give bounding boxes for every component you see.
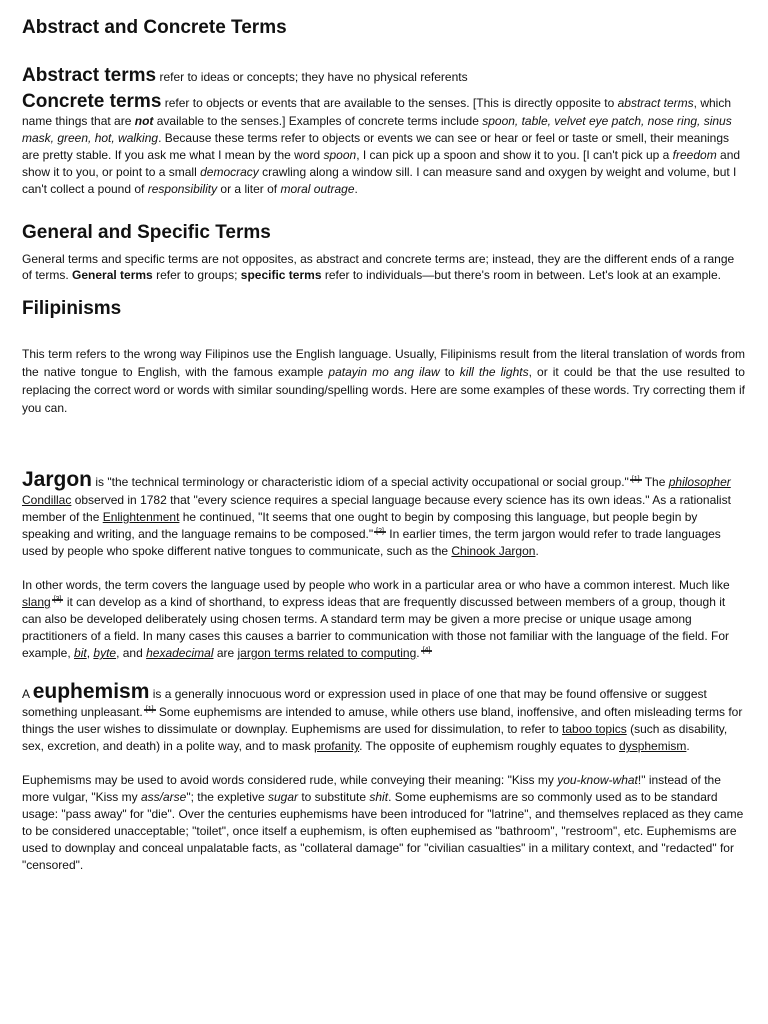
profanity-link[interactable]: profanity bbox=[313, 739, 360, 753]
euphemism-text: . The opposite of euphemism roughly equates to bbox=[359, 739, 620, 753]
abstract-terms-text: refer to ideas or concepts; they have no physical referents bbox=[156, 70, 468, 84]
concrete-italic: freedom bbox=[672, 148, 717, 162]
concrete-terms-paragraph bbox=[22, 91, 745, 198]
jargon-text: In earlier times, the term jargon would refer to trade languages used by people who spoke different native tongues to communicate, such as the bbox=[22, 527, 721, 558]
general-terms-bold: General terms bbox=[72, 268, 153, 282]
filipinisms-paragraph bbox=[22, 345, 745, 417]
citation-link[interactable]: [1] bbox=[145, 706, 154, 713]
jargon-text: is "the technical terminology or characteristic idiom of a special activity occupational or social group." bbox=[92, 475, 629, 489]
concrete-text: . bbox=[354, 182, 358, 196]
philosopher-link[interactable]: philosopher bbox=[668, 475, 731, 489]
slang-link[interactable]: slang bbox=[22, 595, 51, 609]
dysphemism-link[interactable]: dysphemism bbox=[619, 739, 687, 753]
jargon-text: he continued, "It seems that one ought to begin by composing this language, but people begin by speaking and writing, and the language remains to be composed." bbox=[22, 510, 698, 541]
filipinisms-text: to bbox=[439, 365, 460, 379]
bit-link[interactable]: bit bbox=[74, 646, 87, 660]
filipinisms-text: This term refers to the wrong way Filipinos use the English language. Usually, Filipinisms result from the literal translation of words from the native tongue to English, with the famous example bbox=[22, 347, 745, 379]
jargon-text: . bbox=[535, 544, 539, 558]
general-specific-heading: General and Specific Terms bbox=[22, 222, 271, 243]
euphemism-paragraph bbox=[22, 680, 745, 755]
condillac-link[interactable]: Condillac bbox=[22, 493, 72, 507]
abstract-terms-term: Abstract terms bbox=[22, 65, 157, 86]
concrete-italic: democracy bbox=[200, 165, 259, 179]
page-title: Abstract and Concrete Terms bbox=[22, 17, 287, 38]
euphemism-text: Some euphemisms are intended to amuse, while others use bland, inoffensive, and often misleading terms for things the user wishes to dissimulate or downplay. Euphemisms are used for dissimulation, to refer to bbox=[22, 705, 743, 736]
concrete-emphasis: not bbox=[134, 114, 154, 128]
citation-link[interactable]: [4] bbox=[422, 647, 431, 654]
euphemism-text: is a generally innocuous word or expression used in place of one that may be found offensive or suggest something unpleasant. bbox=[22, 687, 707, 719]
general-text: refer to individuals—but there's room in between. Let's look at an example. bbox=[321, 268, 721, 282]
jargon-text: The bbox=[641, 475, 669, 489]
enlightenment-link[interactable]: Enlightenment bbox=[102, 510, 180, 524]
filipinisms-italic: patayin mo ang ilaw bbox=[328, 365, 440, 379]
euphemism-paragraph-2 bbox=[22, 772, 745, 874]
byte-link[interactable]: byte bbox=[93, 646, 117, 660]
euphemism-text: . bbox=[686, 739, 690, 753]
concrete-text: crawling along a window sill. I can measure sand and oxygen by weight and volume, but I can't collect a pound of bbox=[22, 165, 737, 196]
computing-jargon-link[interactable]: jargon terms related to computing bbox=[237, 646, 417, 660]
taboo-topics-link[interactable]: taboo topics bbox=[562, 722, 627, 736]
general-specific-paragraph bbox=[22, 251, 745, 283]
concrete-italic: spoon bbox=[323, 148, 357, 162]
jargon-text: , and bbox=[116, 646, 147, 660]
general-text: General terms and specific terms are not opposites, as abstract and concrete terms are; instead, they are the different ends of a range of terms. bbox=[22, 252, 735, 282]
concrete-italic: moral outrage bbox=[280, 182, 355, 196]
euphemism-text: Euphemisms may be used to avoid words considered rude, while conveying their meaning: "Kiss my bbox=[22, 773, 558, 787]
concrete-text: and show it to you, or point to a small bbox=[22, 148, 741, 179]
chinook-jargon-link[interactable]: Chinook Jargon bbox=[451, 544, 536, 558]
concrete-terms-term: Concrete terms bbox=[22, 91, 162, 112]
concrete-text: refer to objects or events that are available to the senses. [This is directly opposite to bbox=[161, 96, 618, 110]
abstract-terms-paragraph bbox=[22, 64, 745, 89]
concrete-text: . Because these terms refer to objects or events we can see or hear or feel or taste or smell, their meanings are pretty stable. If you ask me what I mean by the word bbox=[22, 131, 730, 162]
concrete-italic: abstract terms bbox=[617, 96, 694, 110]
concrete-text: available to the senses.] Examples of concrete terms include bbox=[153, 114, 483, 128]
concrete-text: , which name things that are bbox=[22, 96, 732, 128]
euphemism-text: "; the expletive bbox=[186, 790, 268, 804]
euphemism-text: !" instead of the more vulgar, "Kiss my bbox=[22, 773, 721, 804]
specific-terms-bold: specific terms bbox=[240, 268, 322, 282]
euphemism-italic: shit bbox=[369, 790, 389, 804]
euphemism-text: (such as disability, sex, excretion, and death) in a polite way, and to mask bbox=[22, 722, 728, 753]
concrete-italic: responsibility bbox=[147, 182, 218, 196]
general-text: refer to groups; bbox=[152, 268, 241, 282]
jargon-paragraph-2 bbox=[22, 577, 745, 662]
jargon-text: are bbox=[213, 646, 238, 660]
citation-link[interactable]: [3] bbox=[53, 596, 62, 603]
jargon-text: . bbox=[416, 646, 420, 660]
euphemism-term: euphemism bbox=[32, 680, 150, 703]
jargon-text: In other words, the term covers the language used by people who work in a particular area or who have a common interest. Much like bbox=[22, 578, 730, 592]
jargon-text: , bbox=[86, 646, 94, 660]
concrete-text: , I can pick up a spoon and show it to you. [I can't pick up a bbox=[356, 148, 673, 162]
citation-link[interactable]: [2] bbox=[376, 528, 384, 535]
citation-link[interactable]: [1] bbox=[631, 476, 640, 483]
jargon-text: it can develop as a kind of shorthand, to express ideas that are frequently discussed between members of a group, though it can also be developed deliberately using chosen terms. A standard term may be given a more precise or unique usage among practitioners of a field. In many cases this causes a barrier to communication with those not familiar with the language of the field. For example, bbox=[22, 595, 730, 660]
jargon-text: observed in 1782 that "every science requires a special language because every science has its own ideas." As a rationalist member of the bbox=[22, 493, 731, 524]
euphemism-text: A bbox=[22, 687, 33, 701]
jargon-term: Jargon bbox=[22, 468, 93, 491]
euphemism-italic: ass/arse bbox=[140, 790, 187, 804]
concrete-italic: spoon, table, velvet eye patch, nose ring, sinus mask, green, hot, walking bbox=[22, 114, 732, 145]
jargon-paragraph bbox=[22, 468, 745, 560]
hexadecimal-link[interactable]: hexadecimal bbox=[146, 646, 214, 660]
filipinisms-heading: Filipinisms bbox=[22, 298, 122, 319]
euphemism-text: to substitute bbox=[298, 790, 370, 804]
euphemism-text: . Some euphemisms are so commonly used as to be standard usage: "pass away" for "die". Over the centuries euphemisms have been introduced for "latrine", and themselves replaced as they came to be considered unacceptable; "toilet", once itself a euphemism, is often euphemised as "bathroom", "restroom", etc. Euphemisms are used to downplay and conceal unpalatable facts, as "collateral damage" for "civilian casualties" in a military context, and "redacted" for "censored". bbox=[22, 790, 744, 872]
euphemism-italic: sugar bbox=[267, 790, 298, 804]
filipinisms-text: , or it could be that the use resulted to replacing the correct word or words with similar sounding/spelling words. Here are some examples of these words. Try correcting them if you can. bbox=[22, 365, 745, 415]
filipinisms-italic: kill the lights bbox=[459, 365, 529, 379]
euphemism-italic: you-know-what bbox=[557, 773, 638, 787]
concrete-text: or a liter of bbox=[217, 182, 281, 196]
